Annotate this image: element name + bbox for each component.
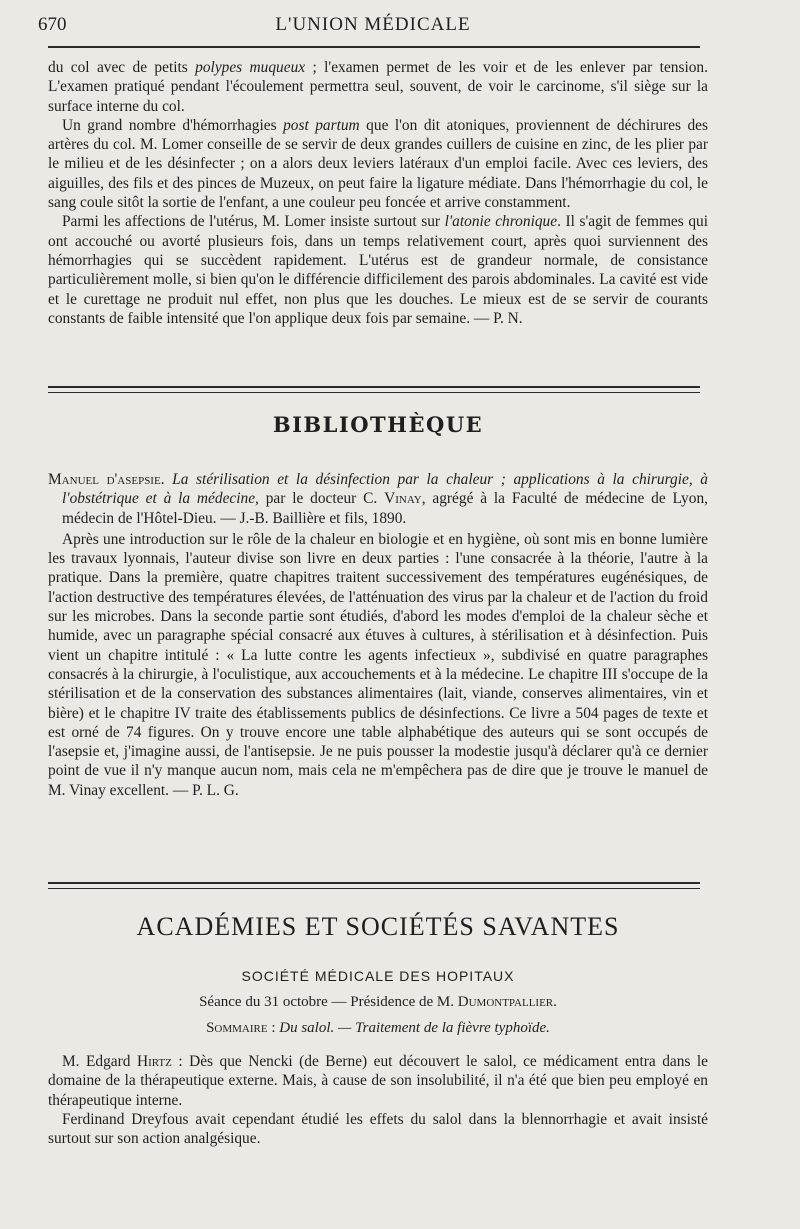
italic-text: post partum [283, 116, 360, 134]
small-caps-text: Manuel d'asepsie [48, 471, 161, 488]
academies-text [48, 1052, 708, 1148]
running-header [38, 14, 708, 42]
small-caps-text: Dumontpallier [457, 994, 554, 1010]
page-number: 670 [38, 14, 67, 35]
review-paragraph: Après une introduction sur le rôle de la chaleur en biologie et en hygiène, où sont mis en bonne lumière les travaux lyonnais, l'auteur divise son livre en deux parties : l'une consacrée à la théorie, l'autre à la pratique. Dans la première, quatre chapitres traitent successivement des températures eugénésiques, de l'action destructive des températures élevées, de l'atténuation des virus par la chaleur et de l'action du froid sur les microbes. Dans la seconde partie sont étudiés, d'abord les modes d'emploi de la chaleur sèche et humide, avec un paragraphe spécial consacré aux étuves à cultures, à stérilisation et à désinfection. Puis vient un chapitre intitulé : « La lutte contre les agents infectieux », subdivisé en quatre paragraphes consacrés à la chirurgie, à l'oculistique, aux accouchements et à la médecine. Le chapitre III s'occupe de la stérilisation et de la conservation des substances alimentaires (lait, viande, conserves alimentaires, vin et bière) et le chapitre IV traite des établissements publics de désinfections. Ce livre a 504 pages de texte et est orné de 74 figures. On y trouve encore une table alphabétique des auteurs qui se sont occupés de l'asepsie et, j'imagine aussi, de l'antisepsie. Je ne puis pousser la modestie jusqu'à déclarer qu'à ce dernier point de vue il n'y manque aucun nom, mais cela ne m'empêchera pas de dire que je trouve le manuel de M. Vinay excellent. — P. L. G. [48, 530, 708, 799]
paragraph: du col avec de petits polypes muqueux ; l'examen permet de les voir et de les enlever par tension. L'examen pratiqué pendant l'écoulement permettra seul, souvent, de voir le carcinome, s'il siège sur la surface interne du col. [48, 59, 708, 115]
running-title: L'UNION MÉDICALE [275, 14, 471, 35]
section-divider-thin [48, 888, 700, 889]
paragraph: Un grand nombre d'hémorrhagies post partum que l'on dit atoniques, proviennent de déchirures des artères du col. M. Lomer conseille de se servir de deux grandes cuillers de cuisine en zinc, de les plier par le milieu et de les désinfecter ; on a alors deux leviers latéraux d'un emploi facile. Avec ces leviers, des aiguilles, des fils et des pinces de Muzeux, on peut faire la ligature médiate. Dans l'hémorrhagie du col, le sang coule sitôt la sortie de l'enfant, a une couleur peu foncée et arrive constamment. [48, 116, 708, 212]
seance-line: Séance du 31 octobre — Présidence de M. Dumontpallier. [199, 994, 557, 1010]
section-1-text [48, 58, 708, 328]
section-divider [48, 882, 700, 884]
small-caps-text: Sommaire [206, 1020, 268, 1036]
header-rule [48, 46, 700, 48]
small-caps-text: Hirtz [136, 1053, 172, 1070]
paragraph: M. Edgard Hirtz : Dès que Nencki (de Berne) eut découvert le salol, ce médicament entra dans le domaine de la thérapeutique externe. Mais, à cause de son insolubilité, il n'a été que bien peu employé en thérapeutique interne. [48, 1053, 708, 1109]
italic-text: polypes muqueux [195, 59, 306, 76]
small-caps-text: Vinay [384, 490, 422, 508]
paragraph: Parmi les affections de l'utérus, M. Lomer insiste surtout sur l'atonie chronique. Il s'agit de femmes qui ont accouché ou avorté plusieurs fois, dans un temps relativement court, après quoi surviennent des hémorrhagies qui se succèdent rapidement. L'utérus est de grandeur normale, de consistance particulièrement molle, si bien qu'on le différencie difficilement des parois abdominales. La cavité est vide et le curettage ne produit nul effet, non plus que les douches. Le mieux est de se servir de courants constants de faible intensité que l'on applique deux fois par semaine. — P. N. [48, 213, 709, 327]
italic-text: La stérilisation et la désinfection par la chaleur ; applications à la chirurgie, à l'obstétrique et à la médecine, [62, 471, 708, 508]
society-name: SOCIÉTÉ MÉDICALE DES HOPITAUX [241, 968, 515, 984]
italic-text: l'atonie chronique [444, 213, 558, 231]
bibliotheque-heading: BIBLIOTHÈQUE [272, 412, 484, 437]
section-divider-thin [48, 392, 700, 393]
book-entry: Manuel d'asepsie. La stérilisation et la désinfection par la chaleur ; applications à la chirurgie, à l'obstétrique et à la médecine, par le docteur C. Vinay, agrégé à la Faculté de médecine de Lyon, médecin de l'Hôtel-Dieu. — J.-B. Baillière et fils, 1890. [48, 471, 708, 527]
bibliotheque-text [48, 470, 708, 800]
paragraph: Ferdinand Dreyfous avait cependant étudié les effets du salol dans la blennorrhagie et avait insisté surtout sur son action analgésique. [48, 1110, 708, 1148]
section-divider [48, 386, 700, 388]
academies-heading: ACADÉMIES ET SOCIÉTÉS SAVANTES [136, 912, 620, 941]
sommaire-line: Sommaire : Du salol. — Traitement de la fièvre typhoïde. [206, 1020, 550, 1036]
italic-text: Du salol. — Traitement de la fièvre typhoïde. [279, 1020, 550, 1036]
